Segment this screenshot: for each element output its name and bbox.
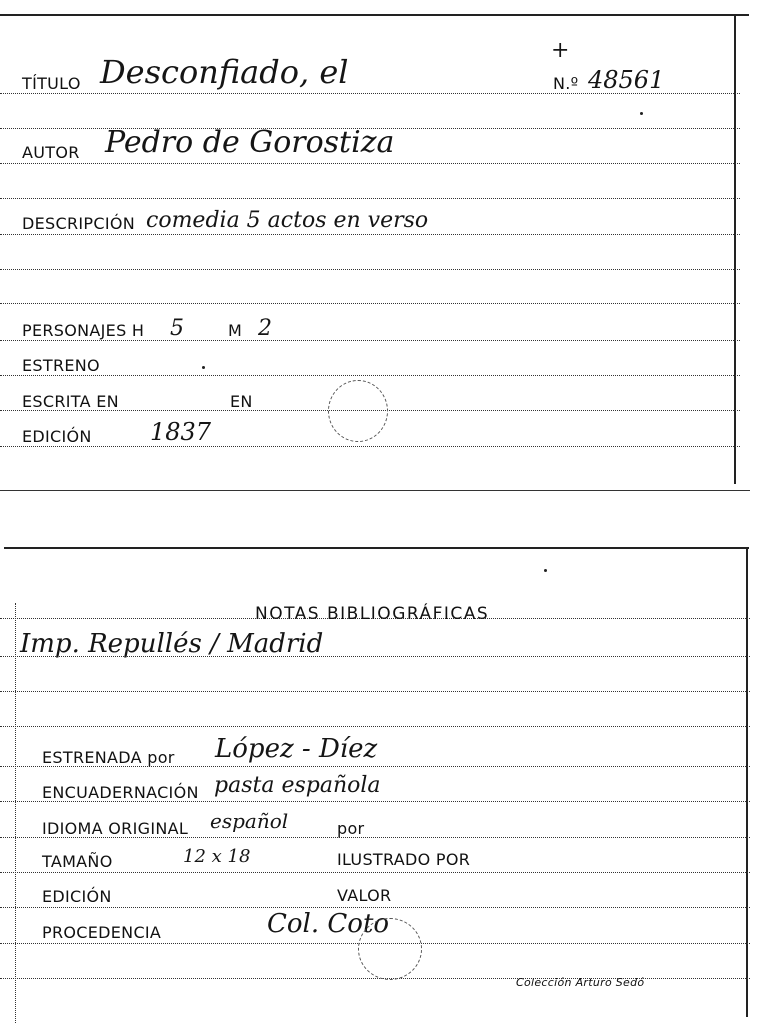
value-numero: 48561	[588, 66, 665, 94]
label-ilustrado-por: ILUSTRADO POR	[337, 850, 471, 869]
ink-speck	[640, 112, 643, 115]
rule-back-4	[0, 726, 750, 727]
rule-descripcion-3	[0, 303, 740, 304]
label-idioma-original: IDIOMA ORIGINAL	[42, 819, 189, 838]
card-left-border	[15, 603, 16, 1023]
label-edicion-back: EDICIÓN	[42, 887, 112, 906]
label-estreno: ESTRENO	[22, 356, 100, 375]
rule-descripcion-2	[0, 269, 740, 270]
value-edicion: 1837	[150, 418, 212, 446]
card-top-border	[0, 14, 749, 16]
value-notas: Imp. Repullés / Madrid	[20, 629, 324, 659]
punch-hole	[358, 918, 422, 980]
rule-estreno	[0, 375, 740, 376]
rule-edicion-back	[0, 907, 750, 908]
label-en: EN	[230, 392, 253, 411]
rule-tamano	[0, 872, 750, 873]
rule-descripcion	[0, 234, 740, 235]
label-numero: N.º	[553, 74, 579, 93]
catalog-card-back	[0, 543, 759, 1028]
label-procedencia: PROCEDENCIA	[42, 923, 162, 942]
label-descripcion: DESCRIPCIÓN	[22, 214, 135, 233]
value-idioma: español	[210, 809, 289, 833]
notas-heading: NOTAS BIBLIOGRÁFICAS	[255, 604, 490, 624]
value-personajes-m: 2	[258, 316, 272, 341]
label-encuadernacion: ENCUADERNACIÓN	[42, 783, 199, 802]
card-right-border	[734, 14, 736, 484]
value-autor: Pedro de Gorostiza	[105, 125, 395, 160]
punch-hole	[328, 380, 388, 442]
label-personajes-m: M	[228, 321, 243, 340]
rule-autor	[0, 163, 740, 164]
label-escrita-en: ESCRITA EN	[22, 392, 119, 411]
value-descripcion: comedia 5 actos en verso	[146, 208, 429, 233]
catalog-card-front	[0, 0, 759, 495]
label-titulo: TÍTULO	[22, 74, 81, 93]
ink-speck	[202, 366, 205, 369]
label-personajes-h: PERSONAJES H	[22, 321, 145, 340]
rule-back-3	[0, 691, 750, 692]
rule-personajes	[0, 340, 740, 341]
rule-edicion	[0, 446, 740, 447]
card-top-border	[4, 547, 749, 549]
value-tamano: 12 x 18	[183, 846, 251, 867]
value-procedencia: Col. Coto	[267, 909, 390, 939]
card-bottom-edge	[0, 490, 750, 491]
rule-after-autor	[0, 198, 740, 199]
label-por: por	[337, 819, 365, 838]
label-autor: AUTOR	[22, 143, 80, 162]
label-estrenada-por: ESTRENADA por	[42, 748, 175, 767]
label-edicion: EDICIÓN	[22, 427, 92, 446]
ink-speck	[544, 569, 547, 572]
collection-credit: Colección Arturo Sedó	[516, 976, 645, 989]
value-titulo: Desconfiado, el	[100, 53, 349, 91]
label-valor: VALOR	[337, 886, 392, 905]
value-encuadernacion: pasta española	[214, 773, 381, 798]
label-tamano: TAMAÑO	[42, 852, 113, 871]
cross-mark: +	[551, 38, 570, 63]
value-estrenada-por: López - Díez	[215, 734, 378, 764]
value-personajes-h: 5	[170, 316, 184, 341]
